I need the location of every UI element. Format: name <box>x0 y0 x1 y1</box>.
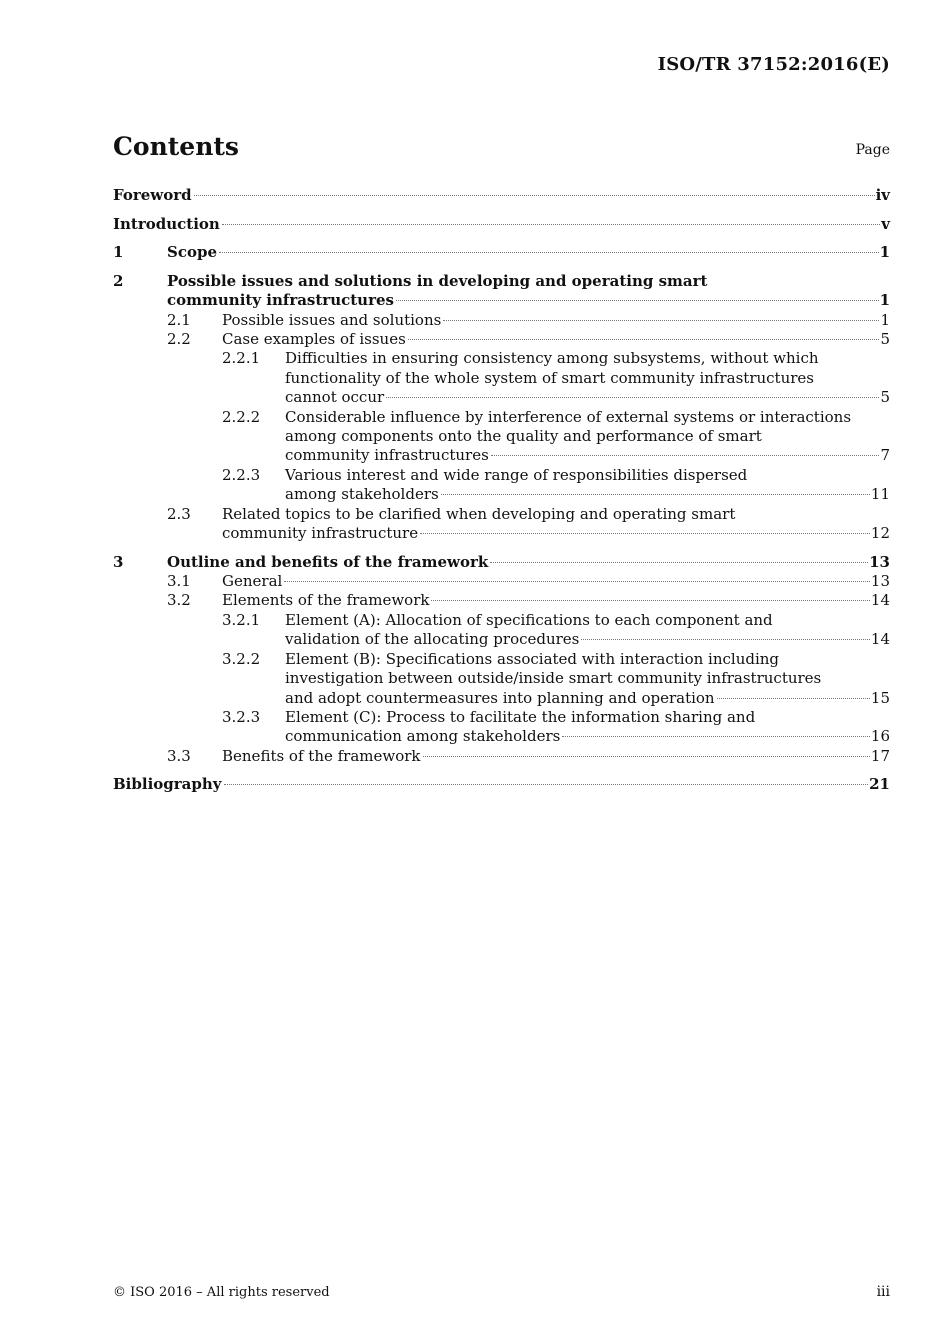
toc-entry-title-line: among stakeholders <box>285 485 439 504</box>
toc-entry[interactable] <box>113 243 890 262</box>
toc-entry-page: 7 <box>880 446 890 465</box>
toc-entry-number: 2.2 <box>167 330 191 348</box>
toc-entry-number: 2.2.2 <box>222 407 261 426</box>
toc-entry[interactable] <box>113 311 890 330</box>
toc-entry-title-line: community infrastructure <box>222 524 419 543</box>
toc-entry-page: iv <box>875 186 890 204</box>
toc-entry-page: 13 <box>869 552 890 571</box>
toc-entry-title-line: investigation between outside/inside smart community infrastructures <box>285 669 822 688</box>
toc-entry[interactable] <box>113 349 890 407</box>
toc-entry[interactable] <box>113 611 890 650</box>
toc-entry[interactable] <box>113 553 890 572</box>
toc-entry[interactable] <box>113 650 890 708</box>
toc-entry-page: 14 <box>870 630 890 649</box>
toc-entry-page: 1 <box>879 291 890 310</box>
toc-entry-number: 3.2.3 <box>222 707 261 726</box>
toc-entry-title-line: community infrastructures <box>285 446 489 465</box>
toc-entry-page: v <box>881 214 890 233</box>
dot-leader <box>431 600 869 601</box>
dot-leader <box>581 639 870 640</box>
toc-entry-number: 3.1 <box>167 572 191 591</box>
toc-entry-page: 16 <box>870 727 890 746</box>
toc-entry-title-line: Various interest and wide range of responsibilities dispersed <box>285 465 748 484</box>
toc-entry-title-line: Foreword <box>113 186 192 204</box>
toc-entry-title-line: cannot occur <box>285 388 385 407</box>
toc-entry-title-line: Element (B): Specifications associated with interaction including <box>285 649 780 668</box>
toc-entry-title-line: Possible issues and solutions in developing and operating smart <box>167 271 708 290</box>
dot-leader <box>717 698 870 699</box>
toc-entry-page: 5 <box>880 388 890 407</box>
toc-entry-title-line: Case examples of issues <box>222 330 406 348</box>
toc-entry-title-line: Bibliography <box>113 775 222 794</box>
toc-entry[interactable] <box>113 505 890 544</box>
document-id: ISO/TR 37152:2016(E) <box>657 54 890 75</box>
contents-heading: Contents <box>113 132 240 161</box>
toc-entry-title-line: Difficulties in ensuring consistency among subsystems, without which <box>285 349 819 368</box>
toc-entry[interactable] <box>113 408 890 466</box>
toc-entry-title-line: Possible issues and solutions <box>222 310 442 329</box>
toc-entry-number: 3 <box>113 552 124 571</box>
toc-entry-title-line: among components onto the quality and performance of smart <box>285 427 762 446</box>
toc-entry[interactable] <box>113 708 890 747</box>
toc-entry[interactable] <box>113 747 890 766</box>
dot-leader <box>396 300 879 301</box>
toc-entry[interactable] <box>113 186 890 205</box>
dot-leader <box>562 736 870 737</box>
toc-entry[interactable] <box>113 466 890 505</box>
toc-entry-number: 2.3 <box>167 504 191 523</box>
toc-entry-title-line: community infrastructures <box>167 291 394 310</box>
toc-entry-page: 11 <box>870 485 890 504</box>
toc-entry-number: 3.2 <box>167 591 191 610</box>
table-of-contents <box>113 186 890 795</box>
dot-leader <box>224 784 869 785</box>
toc-entry-title-line: Considerable influence by interference of external systems or interactions <box>285 407 852 426</box>
dot-leader <box>194 195 875 196</box>
toc-entry-number: 3.2.1 <box>222 610 261 629</box>
dot-leader <box>423 756 870 757</box>
toc-entry-title-line: Element (C): Process to facilitate the information sharing and <box>285 707 756 726</box>
dot-leader <box>441 494 870 495</box>
dot-leader <box>386 397 879 398</box>
toc-entry-page: 17 <box>870 746 890 765</box>
toc-entry-page: 1 <box>880 310 890 329</box>
toc-entry-title-line: and adopt countermeasures into planning and operation <box>285 688 715 707</box>
dot-leader <box>420 533 870 534</box>
toc-entry-title-line: validation of the allocating procedures <box>285 630 580 649</box>
toc-entry[interactable] <box>113 215 890 234</box>
dot-leader <box>284 581 870 582</box>
toc-entry-page: 21 <box>869 775 890 794</box>
dot-leader <box>222 224 880 225</box>
toc-entry-title-line: Outline and benefits of the framework <box>167 552 489 571</box>
toc-entry-number: 2.1 <box>167 310 191 329</box>
toc-entry[interactable] <box>113 572 890 591</box>
toc-entry-number: 3.3 <box>167 746 191 765</box>
toc-entry-title-line: Scope <box>167 243 218 262</box>
toc-entry-title-line: General <box>222 572 283 591</box>
page-number: iii <box>876 1284 890 1300</box>
toc-entry-title-line: Benefits of the framework <box>222 746 421 765</box>
dot-leader <box>219 252 879 253</box>
toc-entry-page: 13 <box>870 572 890 591</box>
toc-entry[interactable] <box>113 775 890 794</box>
toc-entry-title-line: Introduction <box>113 214 220 233</box>
toc-entry-page: 15 <box>870 688 890 707</box>
toc-entry-title-line: Element (A): Allocation of specifications to each component and <box>285 610 773 629</box>
copyright-notice: © ISO 2016 – All rights reserved <box>113 1285 330 1300</box>
dot-leader <box>408 339 880 340</box>
toc-entry-number: 1 <box>113 243 124 262</box>
toc-entry-page: 14 <box>870 591 890 610</box>
toc-entry[interactable] <box>113 330 890 349</box>
toc-entry-title-line: Related topics to be clarified when developing and operating smart <box>222 504 736 523</box>
toc-entry-number: 2 <box>113 271 124 290</box>
toc-entry-number: 3.2.2 <box>222 649 261 668</box>
page-column-label: Page <box>855 142 890 158</box>
toc-entry-title-line: functionality of the whole system of smart community infrastructures <box>285 368 814 387</box>
dot-leader <box>490 562 868 563</box>
toc-entry-number: 2.2.1 <box>222 349 261 368</box>
toc-entry[interactable] <box>113 591 890 610</box>
toc-entry-page: 1 <box>879 243 890 262</box>
toc-entry[interactable] <box>113 272 890 311</box>
dot-leader <box>443 320 879 321</box>
dot-leader <box>491 455 880 456</box>
toc-entry-number: 2.2.3 <box>222 465 261 484</box>
toc-entry-title-line: communication among stakeholders <box>285 727 561 746</box>
toc-entry-page: 5 <box>880 330 890 348</box>
toc-entry-title-line: Elements of the framework <box>222 591 430 610</box>
toc-entry-page: 12 <box>870 524 890 543</box>
